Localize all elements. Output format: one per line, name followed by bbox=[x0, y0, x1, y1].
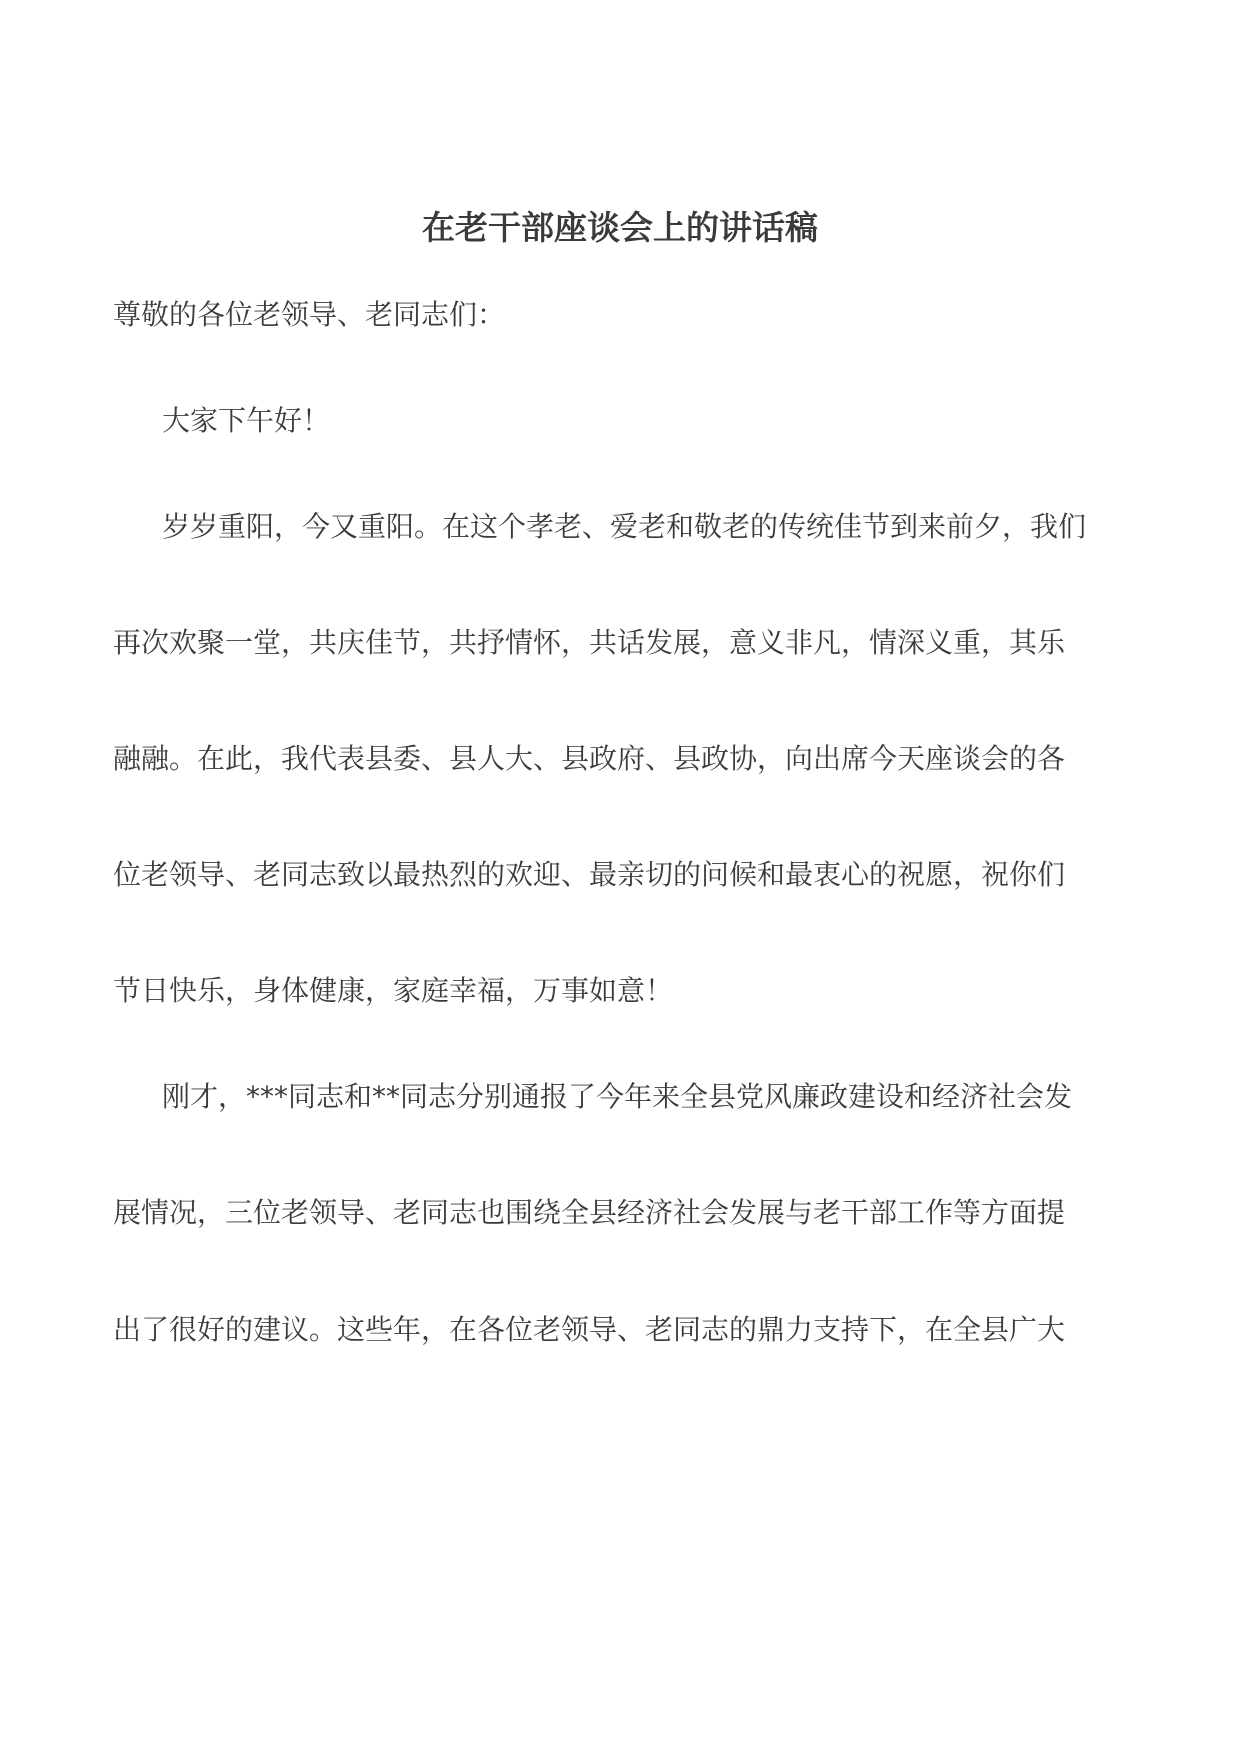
paragraph-1-line-4: 位老领导、老同志致以最热烈的欢迎、最亲切的问候和最衷心的祝愿，祝你们 bbox=[113, 858, 1066, 891]
greeting: 大家下午好！ bbox=[162, 404, 331, 437]
paragraph-1-line-2: 再次欢聚一堂，共庆佳节，共抒情怀，共话发展，意义非凡，情深义重，其乐 bbox=[113, 626, 1066, 659]
paragraph-2-line-2: 展情况，三位老领导、老同志也围绕全县经济社会发展与老干部工作等方面提 bbox=[113, 1196, 1066, 1229]
paragraph-1-line-5: 节日快乐，身体健康，家庭幸福，万事如意！ bbox=[113, 974, 674, 1007]
paragraph-1-line-1: 岁岁重阳，今又重阳。在这个孝老、爱老和敬老的传统佳节到来前夕，我们 bbox=[162, 510, 1087, 543]
paragraph-2-line-1: 刚才，***同志和**同志分别通报了今年来全县党风廉政建设和经济社会发 bbox=[162, 1080, 1073, 1113]
document-title: 在老干部座谈会上的讲话稿 bbox=[422, 208, 818, 247]
paragraph-2-line-3: 出了很好的建议。这些年，在各位老领导、老同志的鼎力支持下，在全县广大 bbox=[113, 1313, 1066, 1346]
paragraph-1-line-3: 融融。在此，我代表县委、县人大、县政府、县政协，向出席今天座谈会的各 bbox=[113, 742, 1066, 775]
salutation: 尊敬的各位老领导、老同志们： bbox=[113, 298, 506, 331]
